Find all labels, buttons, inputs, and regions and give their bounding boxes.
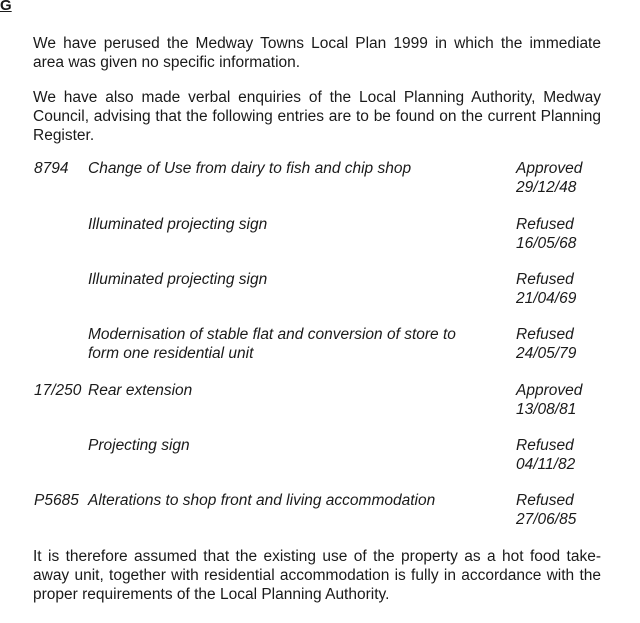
entry-decision: Approved: [516, 160, 583, 177]
entry-description: Rear extension: [88, 382, 193, 399]
entry-date: 24/05/79: [516, 345, 577, 362]
enquiry-paragraph: We have also made verbal enquiries of the Local Planning Authority, Medway Council, advising that the following entries are to be found on the current Planning Register.: [33, 89, 601, 144]
entry-decision: Refused: [516, 492, 574, 509]
entry-status: [516, 436, 575, 474]
entry-status: [516, 215, 576, 253]
entry-date: 04/11/82: [516, 456, 576, 473]
entry-reference: 8794: [34, 160, 69, 177]
entry-reference: P5685: [34, 492, 79, 509]
entry-description: Illuminated projecting sign: [88, 216, 268, 233]
entry-date: 13/08/81: [516, 401, 577, 418]
entry-status: [516, 381, 582, 419]
entry-description: Change of Use from dairy to fish and chip shop: [88, 160, 412, 177]
entry-status: [516, 325, 576, 363]
entry-status: [516, 159, 582, 197]
entry-description: Illuminated projecting sign: [88, 271, 268, 288]
entry-status: [516, 270, 576, 308]
intro-paragraph: We have perused the Medway Towns Local Plan 1999 in which the immediate area was given no specific information.: [33, 35, 601, 71]
entry-decision: Refused: [516, 437, 574, 454]
entry-reference: 17/250: [34, 382, 82, 399]
entry-date: 16/05/68: [516, 235, 577, 252]
entry-decision: Approved: [516, 382, 583, 399]
entry-status: [516, 491, 576, 529]
entry-decision: Refused: [516, 216, 574, 233]
entry-description: Projecting sign: [88, 437, 190, 454]
entry-date: 27/06/85: [516, 511, 577, 528]
entry-description: Modernisation of stable flat and conversion of store to form one residential unit: [88, 326, 456, 362]
conclusion-paragraph: It is therefore assumed that the existing use of the property as a hot food take-away unit, together with residential accommodation is fully in accordance with the proper requirements of the Local Planning Authority.: [33, 548, 601, 603]
entry-date: 21/04/69: [516, 290, 577, 307]
entry-decision: Refused: [516, 271, 574, 288]
entry-date: 29/12/48: [516, 179, 577, 196]
section-heading: G: [0, 0, 12, 14]
entry-decision: Refused: [516, 326, 574, 343]
entry-description: Alterations to shop front and living accommodation: [88, 492, 436, 509]
